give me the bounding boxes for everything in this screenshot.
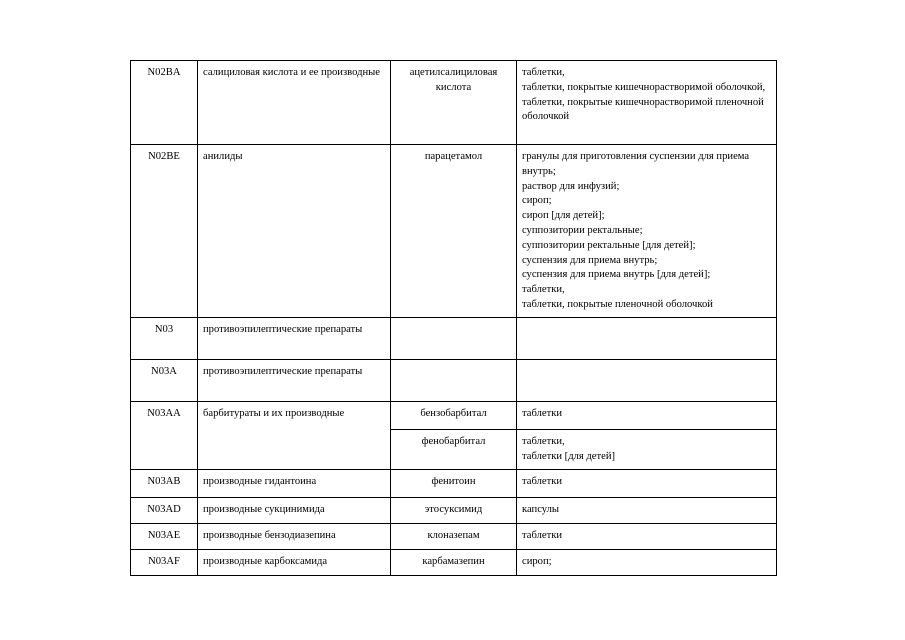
atc-group-cell: производные бензодиазепина — [198, 523, 391, 549]
table-row — [131, 145, 777, 318]
table-row — [131, 469, 777, 497]
dosage-form-line: таблетки — [522, 407, 563, 419]
dosage-form-line: сироп; — [522, 555, 552, 567]
atc-code-cell: N03 — [131, 317, 198, 359]
dosage-form-cell — [517, 145, 777, 318]
drug-name-cell: клоназепам — [391, 523, 517, 549]
table-row — [131, 317, 777, 359]
atc-code-cell: N03AE — [131, 523, 198, 549]
dosage-form-cell — [517, 429, 777, 469]
atc-code-cell: N02BA — [131, 61, 198, 145]
dosage-form-line: таблетки — [522, 529, 563, 541]
table-row — [131, 401, 777, 429]
table-body — [131, 61, 777, 576]
drug-name-cell: этосуксимид — [391, 497, 517, 523]
table-row — [131, 61, 777, 145]
drug-classification-table — [130, 60, 777, 576]
atc-group-cell: противоэпилептические препараты — [198, 359, 391, 401]
dosage-form-line: таблетки, — [522, 435, 565, 447]
table-row — [131, 359, 777, 401]
dosage-form-line: сироп; — [522, 195, 552, 207]
dosage-form-cell — [517, 401, 777, 429]
dosage-form-line: таблетки, покрытые кишечнорастворимой пленочной оболочкой — [522, 96, 764, 123]
dosage-form-line: гранулы для приготовления суспензии для приема внутрь; — [522, 151, 750, 177]
drug-name-cell: фенобарбитал — [391, 429, 517, 469]
dosage-form-line: таблетки, — [522, 67, 565, 78]
dosage-form-cell — [517, 317, 777, 359]
atc-code-cell: N02BE — [131, 145, 198, 318]
dosage-form-line: суспензия для приема внутрь; — [522, 254, 658, 266]
dosage-form-line: таблетки, покрытые кишечнорастворимой оболочкой, — [522, 81, 766, 93]
table-row — [131, 523, 777, 549]
dosage-form-line: сироп [для детей]; — [522, 210, 605, 222]
dosage-form-cell — [517, 359, 777, 401]
atc-group-cell: производные гидантоина — [198, 469, 391, 497]
drug-name-cell: карбамазепин — [391, 549, 517, 575]
drug-name-cell: парацетамол — [391, 145, 517, 318]
dosage-form-line: суппозитории ректальные [для детей]; — [522, 239, 696, 251]
table-row — [131, 497, 777, 523]
atc-code-cell: N03AF — [131, 549, 198, 575]
dosage-form-line: таблетки, покрытые пленочной оболочкой — [522, 298, 713, 310]
atc-group-cell: противоэпилептические препараты — [198, 317, 391, 359]
atc-group-cell: производные сукцинимида — [198, 497, 391, 523]
atc-code-cell: N03AD — [131, 497, 198, 523]
atc-group-cell: барбитураты и их производные — [198, 401, 391, 469]
drug-name-cell: ацетилсалициловая кислота — [391, 61, 517, 145]
dosage-form-line: суппозитории ректальные; — [522, 224, 643, 236]
dosage-form-line: суспензия для приема внутрь [для детей]; — [522, 269, 711, 281]
dosage-form-line: таблетки — [522, 475, 563, 487]
dosage-form-line: таблетки, — [522, 284, 565, 296]
dosage-form-cell — [517, 549, 777, 575]
atc-group-cell: салициловая кислота и ее производные — [198, 61, 391, 145]
dosage-form-line: капсулы — [522, 503, 560, 515]
atc-group-cell: производные карбоксамида — [198, 549, 391, 575]
drug-name-cell — [391, 317, 517, 359]
drug-name-cell: фенитоин — [391, 469, 517, 497]
atc-code-cell: N03AA — [131, 401, 198, 469]
dosage-form-cell — [517, 523, 777, 549]
drug-name-cell: бензобарбитал — [391, 401, 517, 429]
atc-code-cell: N03A — [131, 359, 198, 401]
dosage-form-cell — [517, 497, 777, 523]
atc-group-cell: анилиды — [198, 145, 391, 318]
atc-code-cell: N03AB — [131, 469, 198, 497]
dosage-form-cell — [517, 469, 777, 497]
drug-name-cell — [391, 359, 517, 401]
dosage-form-line: таблетки [для детей] — [522, 450, 616, 462]
dosage-form-line: раствор для инфузий; — [522, 180, 620, 192]
dosage-form-cell — [517, 61, 777, 145]
table-row — [131, 549, 777, 575]
